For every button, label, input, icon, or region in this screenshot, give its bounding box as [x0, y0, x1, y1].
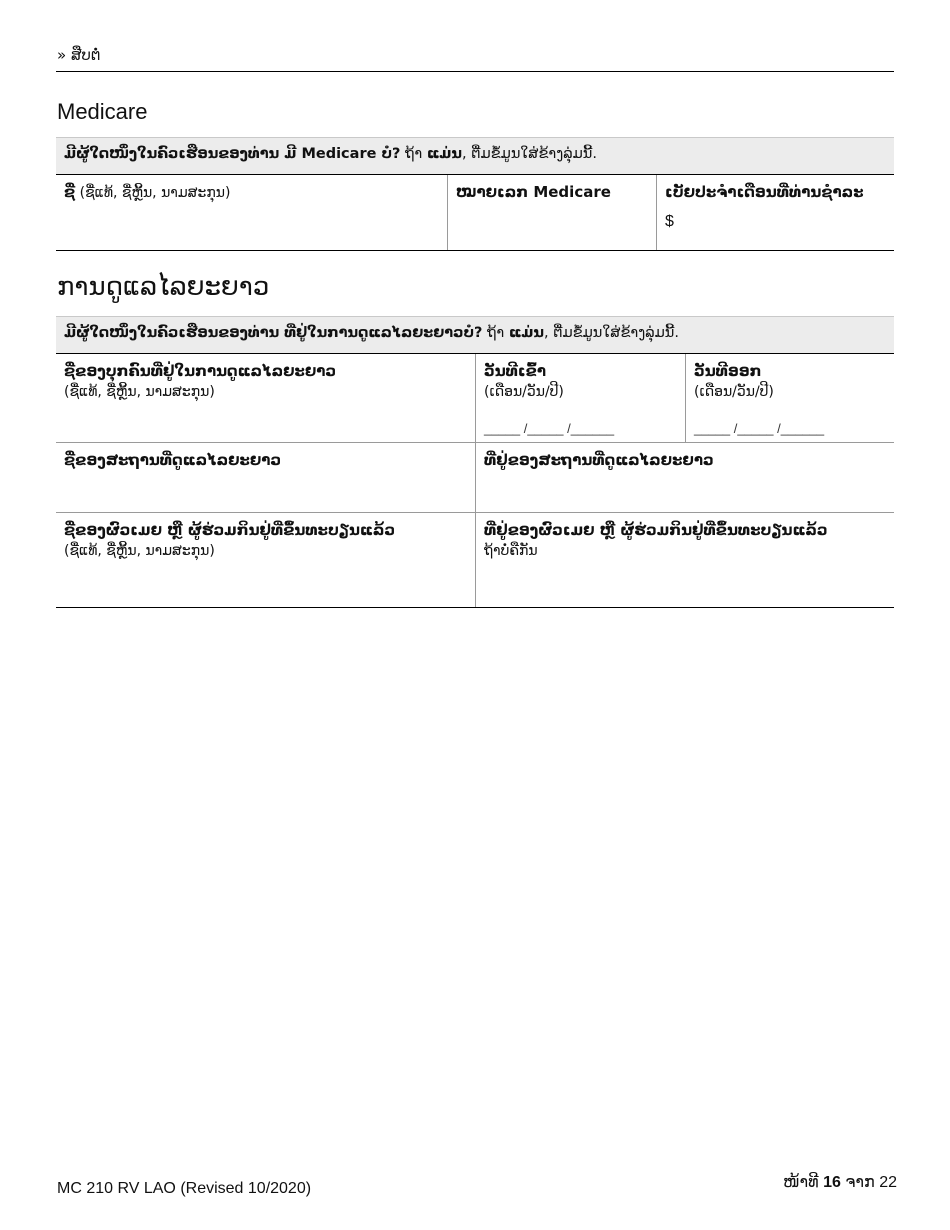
date-out-field[interactable]: [686, 354, 894, 442]
date-in-field[interactable]: [476, 354, 686, 442]
page-total: 22: [879, 1174, 897, 1191]
medicare-premium-field[interactable]: [657, 175, 894, 250]
facility-address-label: ທີ່ຢູ່ຂອງສະຖານທີ່ດູແລໄລຍະຍາວ: [484, 451, 714, 469]
longterm-person-row: [56, 354, 894, 443]
date-in-label: ວັນທີເຂົ້າ: [484, 362, 547, 380]
medicare-premium-label: ເບັຍປະຈຳເດືອນທີ່ທ່ານຊຳລະ: [665, 183, 864, 201]
spouse-name-sublabel: (ຊື່ແທ້, ຊື່ຫຼິ້ນ, ນາມສະກຸນ): [64, 543, 215, 559]
facility-address-field[interactable]: [476, 443, 894, 512]
date-out-label: ວັນທີອອກ: [694, 362, 762, 380]
medicare-table-row: [56, 175, 894, 251]
medicare-question-if: ຖ້າ: [400, 146, 427, 162]
continued-label: » ສືບຕໍ່: [57, 46, 101, 64]
facility-row: [56, 443, 894, 513]
date-out-format: (ເດືອນ/ວັນ/ປີ): [694, 384, 774, 400]
medicare-number-field[interactable]: [448, 175, 657, 250]
spouse-name-field[interactable]: [56, 513, 476, 607]
medicare-name-sublabel: (ຊື່ແທ້, ຊື່ຫຼິ້ນ, ນາມສະກຸນ): [75, 185, 231, 201]
medicare-question: ມີຜູ້ໃດໜຶ່ງໃນຄົວເຮືອນຂອງທ່ານ ມີ Medicare ບໍ?: [64, 146, 401, 162]
longterm-section-title: ການດູແລໄລຍະຍາວ: [57, 272, 270, 302]
spouse-row: [56, 513, 894, 608]
longterm-person-name-field[interactable]: [56, 354, 476, 442]
longterm-question-if: ຖ້າ: [482, 325, 509, 341]
longterm-question-yes: ແມ່ນ: [508, 325, 545, 341]
medicare-section-title: Medicare: [57, 99, 148, 124]
date-in-format: (ເດືອນ/ວັນ/ປີ): [484, 384, 564, 400]
longterm-person-name-sublabel: (ຊື່ແທ້, ຊື່ຫຼິ້ນ, ນາມສະກຸນ): [64, 384, 215, 400]
medicare-number-label: ໝາຍເລກ Medicare: [456, 183, 611, 201]
facility-name-label: ຊື່ຂອງສະຖານທີ່ດູແລໄລຍະຍາວ: [64, 451, 282, 469]
longterm-question-instruction: , ຕື່ມຂໍ້ມູນໃສ່ຂ້າງລຸ່ມນີ້.: [544, 325, 679, 341]
top-divider: [56, 71, 894, 72]
spouse-address-sublabel: ຖ້າບໍ່ຄືກັນ: [484, 543, 538, 559]
medicare-name-field[interactable]: [56, 175, 448, 250]
date-out-blank[interactable]: _____ /_____ /______: [694, 421, 825, 436]
medicare-question-yes: ແມ່ນ: [426, 146, 463, 162]
date-in-blank[interactable]: _____ /_____ /______: [484, 421, 615, 436]
medicare-name-label: ຊື່: [64, 183, 76, 201]
spouse-address-field[interactable]: [476, 513, 894, 607]
spouse-address-label: ທີ່ຢູ່ຂອງຜົວເມຍ ຫຼື ຜູ້ຮ່ວມກິນຢູ່ທີ່ຂຶ້ນທະບຽນແລ້ວ: [484, 521, 828, 539]
longterm-person-name-label: ຊື່ຂອງບຸກຄົນທີ່ຢູ່ໃນການດູແລໄລຍະຍາວ: [64, 362, 337, 380]
form-id: MC 210 RV LAO (Revised 10/2020): [57, 1180, 312, 1197]
longterm-question: ມີຜູ້ໃດໜຶ່ງໃນຄົວເຮືອນຂອງທ່ານ ທີ່ຢູ່ໃນການດູແລໄລຍະຍາວບໍ?: [64, 325, 483, 341]
medicare-question-instruction: , ຕື່ມຂໍ້ມູນໃສ່ຂ້າງລຸ່ມນີ້.: [462, 146, 597, 162]
page-number: [783, 1172, 897, 1192]
page-label: ໜ້າທີ: [783, 1174, 824, 1191]
spouse-name-label: ຊື່ຂອງຜົວເມຍ ຫຼື ຜູ້ຮ່ວມກິນຢູ່ທີ່ຂຶ້ນທະບຽນແລ້ວ: [64, 521, 396, 539]
page-current: 16: [823, 1174, 841, 1191]
medicare-question-bar: [56, 137, 894, 175]
facility-name-field[interactable]: [56, 443, 476, 512]
page-of: ຈາກ: [840, 1174, 880, 1191]
longterm-question-bar: [56, 316, 894, 354]
premium-currency-symbol: $: [665, 213, 674, 230]
